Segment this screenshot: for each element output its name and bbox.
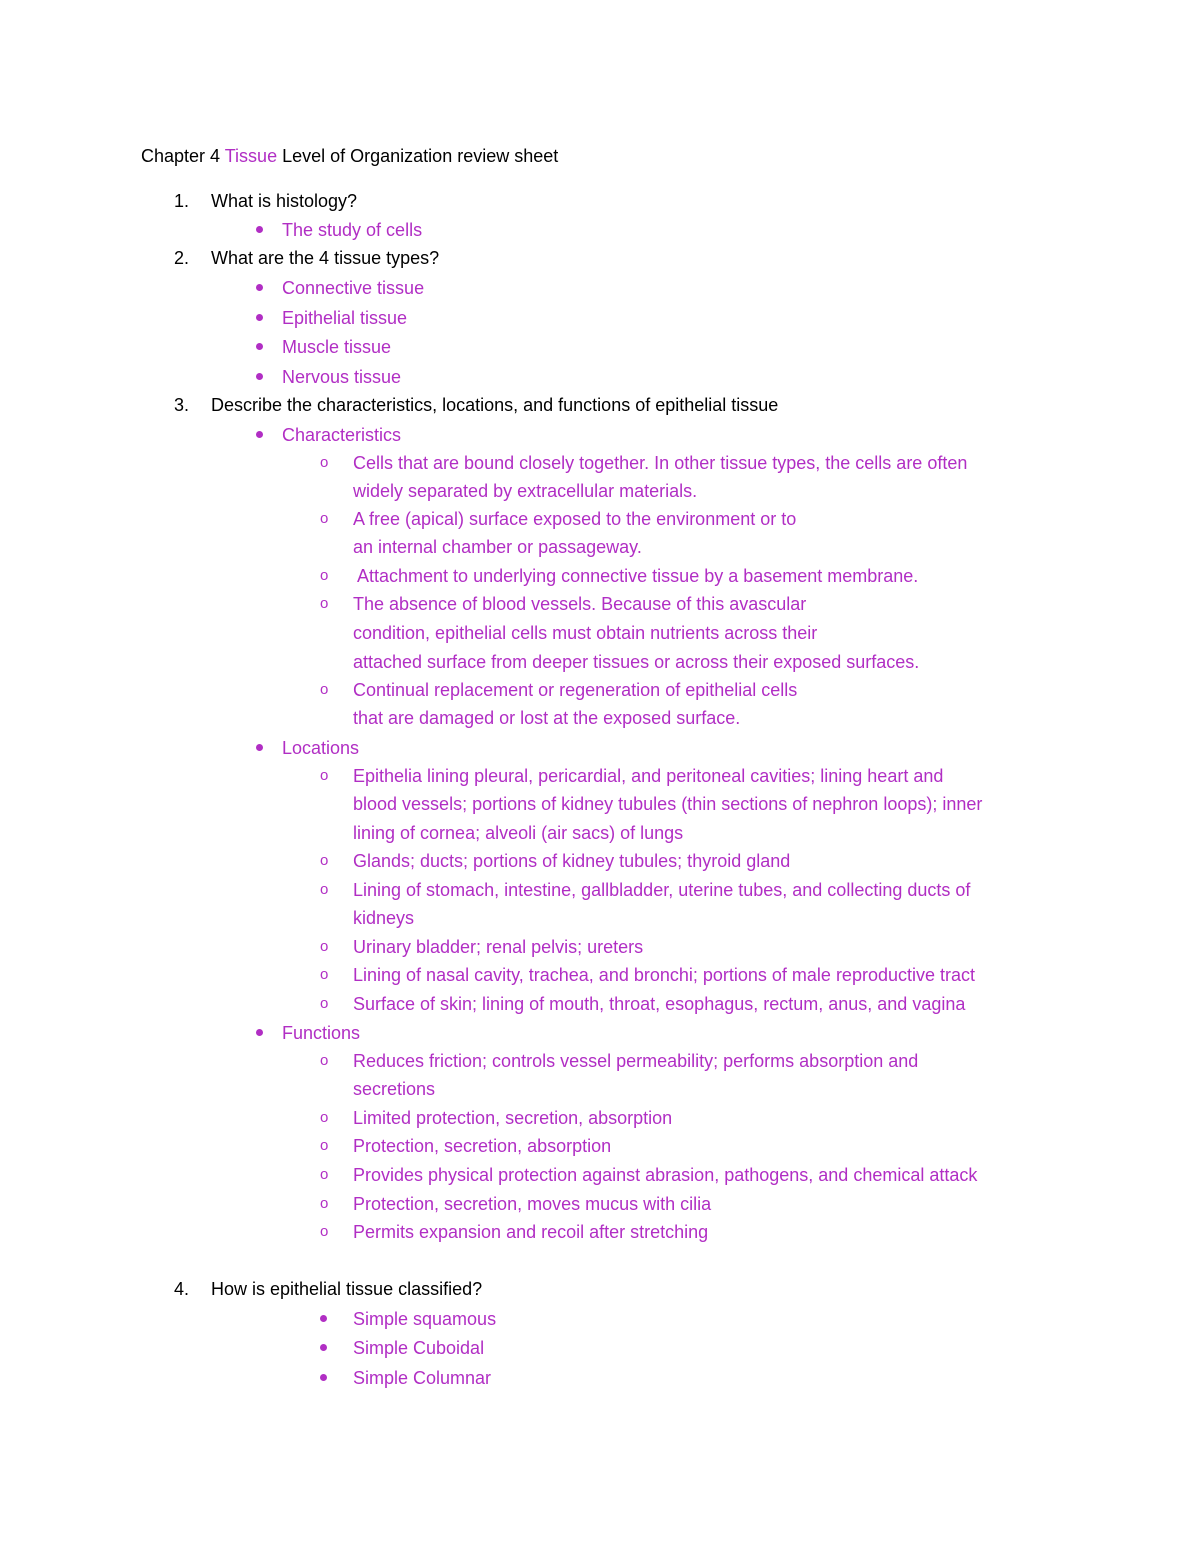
sub-bullet-icon: o <box>320 1137 329 1154</box>
answer-line: Lining of nasal cavity, trachea, and bronchi; portions of male reproductive tract <box>353 965 976 985</box>
question-text: What are the 4 tissue types? <box>211 248 440 268</box>
answer-line: secretions <box>353 1079 436 1099</box>
sub-bullet-icon: o <box>320 995 329 1012</box>
answer-line: The absence of blood vessels. Because of this avascular <box>353 594 807 614</box>
section-heading-characteristics: Characteristics <box>282 425 402 445</box>
question-number: 4. <box>174 1279 190 1299</box>
answer-line: an internal chamber or passageway. <box>353 537 642 557</box>
answer-line: that are damaged or lost at the exposed surface. <box>353 708 741 728</box>
answer-line: condition, epithelial cells must obtain nutrients across their <box>353 623 818 643</box>
bullet-icon <box>320 1374 327 1381</box>
title-highlight: Tissue <box>224 146 278 166</box>
answer-line: Glands; ducts; portions of kidney tubules; thyroid gland <box>353 851 791 871</box>
section-heading-functions: Functions <box>282 1023 361 1043</box>
question-number: 2. <box>174 248 190 268</box>
answer-line: Reduces friction; controls vessel permeability; performs absorption and <box>353 1051 919 1071</box>
answer-line: Attachment to underlying connective tissue by a basement membrane. <box>353 566 919 586</box>
answer-item: Epithelial tissue <box>282 308 408 328</box>
answer-item: Simple squamous <box>353 1309 497 1329</box>
answer-line: Limited protection, secretion, absorption <box>353 1108 673 1128</box>
bullet-icon <box>256 343 263 350</box>
bullet-icon <box>256 431 263 438</box>
sub-bullet-icon: o <box>320 1052 329 1069</box>
answer-line: Surface of skin; lining of mouth, throat, esophagus, rectum, anus, and vagina <box>353 994 966 1014</box>
sub-bullet-icon: o <box>320 852 329 869</box>
answer-item: Simple Columnar <box>353 1368 492 1388</box>
answer-line: Permits expansion and recoil after stretching <box>353 1222 709 1242</box>
sub-bullet-icon: o <box>320 595 329 612</box>
bullet-icon <box>320 1344 327 1351</box>
sub-bullet-icon: o <box>320 510 329 527</box>
question-number: 3. <box>174 395 190 415</box>
sub-bullet-icon: o <box>320 1223 329 1240</box>
answer-item: Connective tissue <box>282 278 425 298</box>
page-title: Chapter 4 Tissue Level of Organization review sheet <box>141 146 559 166</box>
sub-bullet-icon: o <box>320 567 329 584</box>
sub-bullet-icon: o <box>320 1109 329 1126</box>
answer-item: Simple Cuboidal <box>353 1338 485 1358</box>
bullet-icon <box>256 284 263 291</box>
bullet-icon <box>256 1029 263 1036</box>
question-text: Describe the characteristics, locations, and functions of epithelial tissue <box>211 395 779 415</box>
question-text: How is epithelial tissue classified? <box>211 1279 483 1299</box>
answer-item: Nervous tissue <box>282 367 402 387</box>
section-heading-locations: Locations <box>282 738 360 758</box>
answer-line: kidneys <box>353 908 415 928</box>
answer-line: lining of cornea; alveoli (air sacs) of lungs <box>353 823 684 843</box>
sub-bullet-icon: o <box>320 881 329 898</box>
answer-line: attached surface from deeper tissues or across their exposed surfaces. <box>353 652 920 672</box>
answer-item: Muscle tissue <box>282 337 392 357</box>
answer-line: Urinary bladder; renal pelvis; ureters <box>353 937 644 957</box>
question-text: What is histology? <box>211 191 358 211</box>
answer-line: Provides physical protection against abrasion, pathogens, and chemical attack <box>353 1165 978 1185</box>
answer-line: Continual replacement or regeneration of epithelial cells <box>353 680 798 700</box>
sub-bullet-icon: o <box>320 681 329 698</box>
answer-item: The study of cells <box>282 220 423 240</box>
answer-line: Protection, secretion, moves mucus with cilia <box>353 1194 712 1214</box>
bullet-icon <box>256 373 263 380</box>
sub-bullet-icon: o <box>320 767 329 784</box>
sub-bullet-icon: o <box>320 1166 329 1183</box>
answer-line: widely separated by extracellular materials. <box>353 481 698 501</box>
bullet-icon <box>256 314 263 321</box>
sub-bullet-icon: o <box>320 454 329 471</box>
answer-line: Protection, secretion, absorption <box>353 1136 612 1156</box>
answer-line: Cells that are bound closely together. In other tissue types, the cells are often <box>353 453 968 473</box>
sub-bullet-icon: o <box>320 1195 329 1212</box>
question-number: 1. <box>174 191 190 211</box>
bullet-icon <box>320 1315 327 1322</box>
bullet-icon <box>256 744 263 751</box>
answer-line: blood vessels; portions of kidney tubules (thin sections of nephron loops); inner <box>353 794 983 814</box>
bullet-icon <box>256 226 263 233</box>
answer-line: A free (apical) surface exposed to the environment or to <box>353 509 797 529</box>
answer-line: Lining of stomach, intestine, gallbladder, uterine tubes, and collecting ducts of <box>353 880 971 900</box>
answer-line: Epithelia lining pleural, pericardial, and peritoneal cavities; lining heart and <box>353 766 944 786</box>
sub-bullet-icon: o <box>320 938 329 955</box>
sub-bullet-icon: o <box>320 966 329 983</box>
